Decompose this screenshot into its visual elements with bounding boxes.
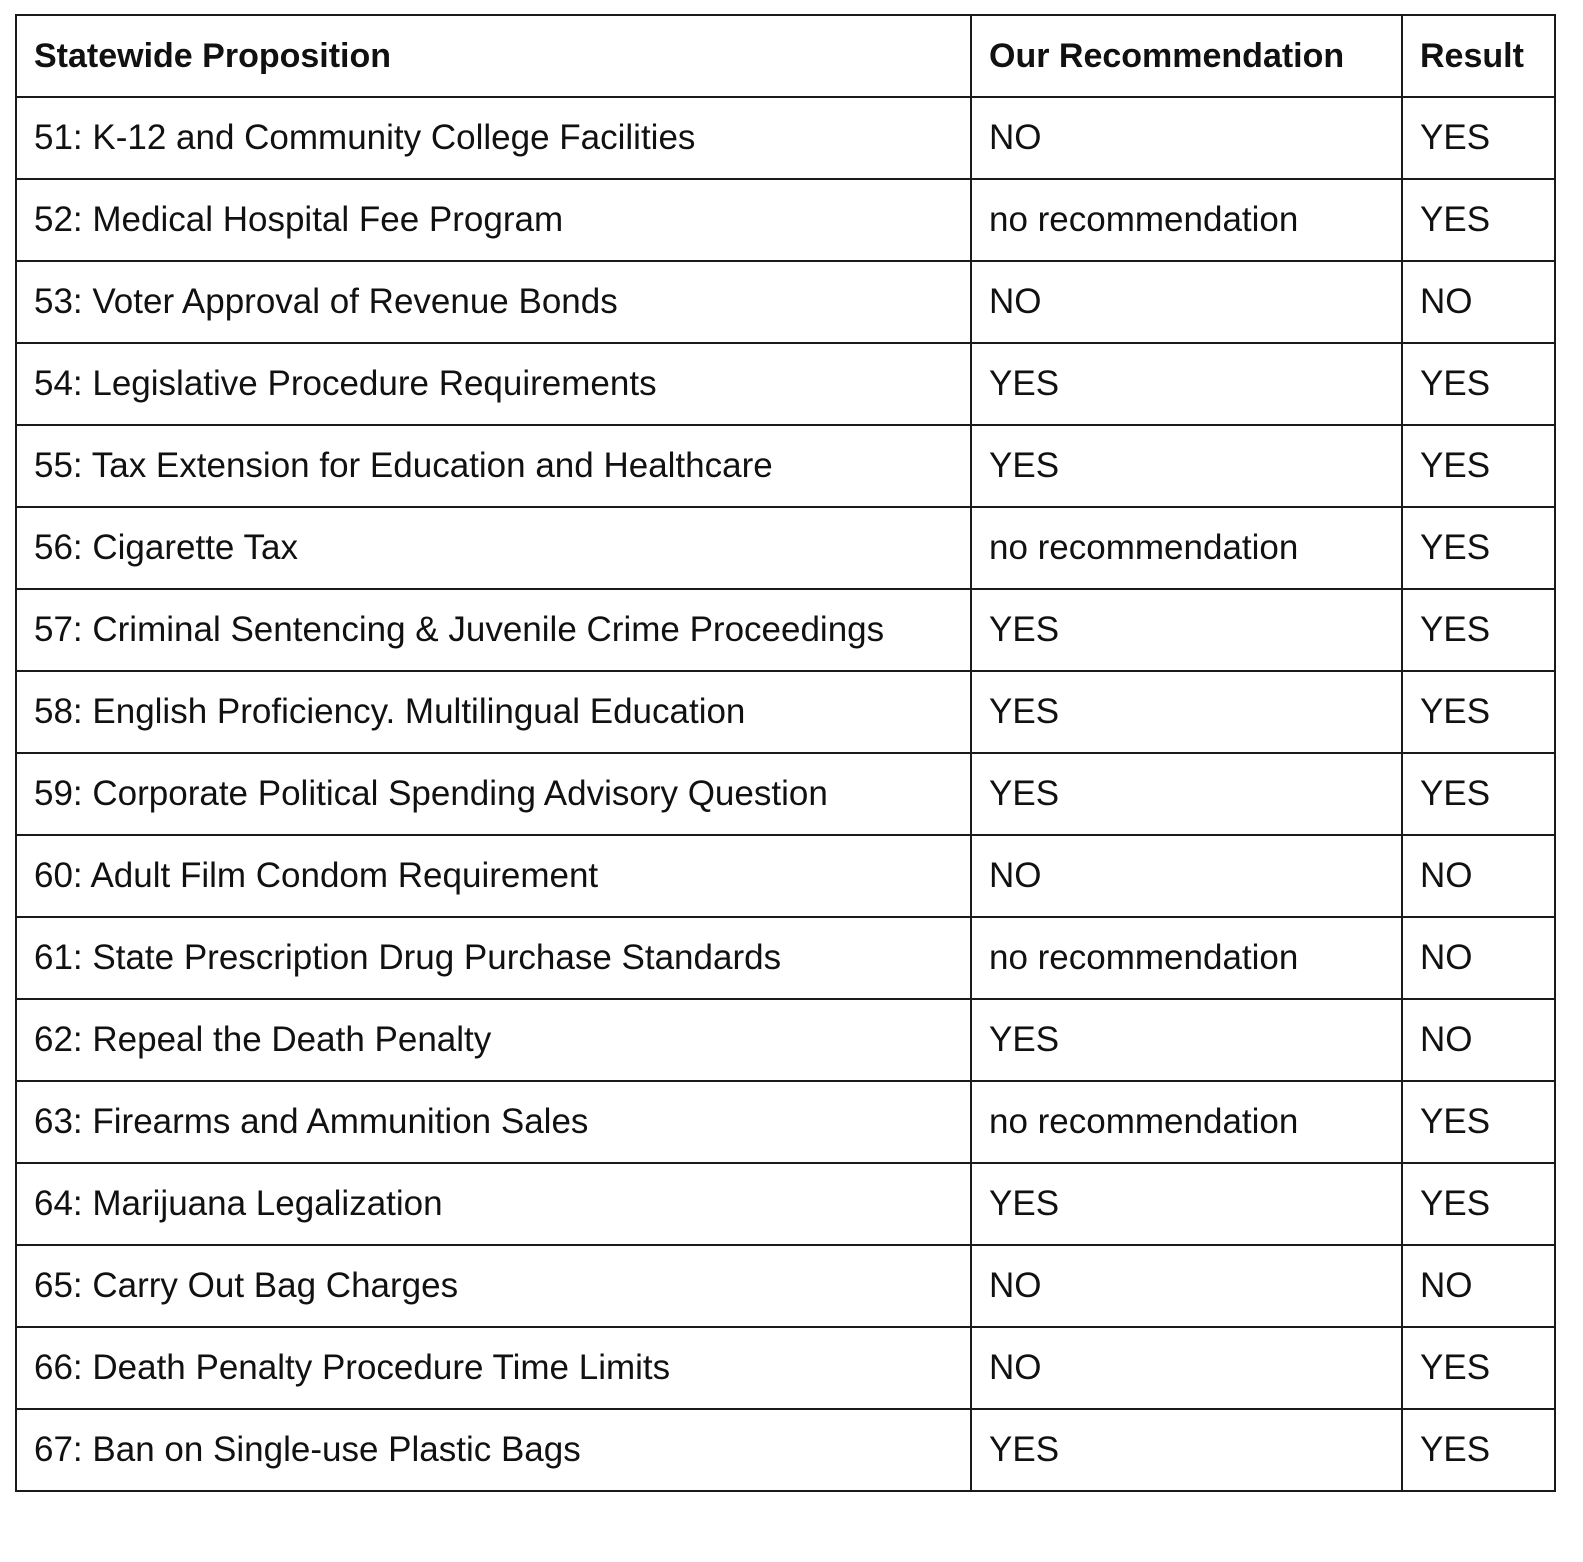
result-cell: YES bbox=[1402, 753, 1555, 835]
recommendation-cell: no recommendation bbox=[971, 1081, 1402, 1163]
result-cell: YES bbox=[1402, 671, 1555, 753]
propositions-table bbox=[15, 14, 1556, 1492]
result-cell: YES bbox=[1402, 1081, 1555, 1163]
proposition-cell: 58: English Proficiency. Multilingual Education bbox=[16, 671, 971, 753]
proposition-cell: 54: Legislative Procedure Requirements bbox=[16, 343, 971, 425]
table-row bbox=[16, 425, 1555, 507]
table-row bbox=[16, 97, 1555, 179]
result-cell: NO bbox=[1402, 261, 1555, 343]
recommendation-cell: YES bbox=[971, 999, 1402, 1081]
table-row bbox=[16, 1081, 1555, 1163]
result-cell: YES bbox=[1402, 1409, 1555, 1491]
recommendation-cell: NO bbox=[971, 1327, 1402, 1409]
proposition-cell: 65: Carry Out Bag Charges bbox=[16, 1245, 971, 1327]
table-row bbox=[16, 917, 1555, 999]
recommendation-cell: YES bbox=[971, 1163, 1402, 1245]
recommendation-cell: NO bbox=[971, 835, 1402, 917]
table-row bbox=[16, 1245, 1555, 1327]
header-recommendation: Our Recommendation bbox=[971, 15, 1402, 97]
recommendation-cell: YES bbox=[971, 1409, 1402, 1491]
result-cell: YES bbox=[1402, 507, 1555, 589]
proposition-cell: 63: Firearms and Ammunition Sales bbox=[16, 1081, 971, 1163]
proposition-cell: 56: Cigarette Tax bbox=[16, 507, 971, 589]
proposition-cell: 59: Corporate Political Spending Advisory Question bbox=[16, 753, 971, 835]
recommendation-cell: no recommendation bbox=[971, 917, 1402, 999]
result-cell: YES bbox=[1402, 1163, 1555, 1245]
table-row bbox=[16, 671, 1555, 753]
proposition-cell: 64: Marijuana Legalization bbox=[16, 1163, 971, 1245]
proposition-cell: 51: K-12 and Community College Facilities bbox=[16, 97, 971, 179]
table-row bbox=[16, 507, 1555, 589]
result-cell: NO bbox=[1402, 1245, 1555, 1327]
recommendation-cell: no recommendation bbox=[971, 179, 1402, 261]
header-proposition: Statewide Proposition bbox=[16, 15, 971, 97]
result-cell: YES bbox=[1402, 1327, 1555, 1409]
table-row bbox=[16, 753, 1555, 835]
table-row bbox=[16, 999, 1555, 1081]
table-row bbox=[16, 835, 1555, 917]
proposition-cell: 62: Repeal the Death Penalty bbox=[16, 999, 971, 1081]
result-cell: YES bbox=[1402, 343, 1555, 425]
result-cell: YES bbox=[1402, 589, 1555, 671]
result-cell: YES bbox=[1402, 97, 1555, 179]
proposition-cell: 61: State Prescription Drug Purchase Standards bbox=[16, 917, 971, 999]
header-row bbox=[16, 15, 1555, 97]
header-result: Result bbox=[1402, 15, 1555, 97]
table-row bbox=[16, 1409, 1555, 1491]
result-cell: YES bbox=[1402, 179, 1555, 261]
recommendation-cell: YES bbox=[971, 425, 1402, 507]
recommendation-cell: YES bbox=[971, 589, 1402, 671]
recommendation-cell: YES bbox=[971, 671, 1402, 753]
result-cell: NO bbox=[1402, 917, 1555, 999]
proposition-cell: 66: Death Penalty Procedure Time Limits bbox=[16, 1327, 971, 1409]
recommendation-cell: YES bbox=[971, 753, 1402, 835]
table-row bbox=[16, 1163, 1555, 1245]
recommendation-cell: NO bbox=[971, 1245, 1402, 1327]
table-row bbox=[16, 589, 1555, 671]
table-row bbox=[16, 261, 1555, 343]
proposition-cell: 53: Voter Approval of Revenue Bonds bbox=[16, 261, 971, 343]
result-cell: NO bbox=[1402, 835, 1555, 917]
table-row bbox=[16, 343, 1555, 425]
recommendation-cell: YES bbox=[971, 343, 1402, 425]
result-cell: NO bbox=[1402, 999, 1555, 1081]
table-row bbox=[16, 1327, 1555, 1409]
proposition-cell: 52: Medical Hospital Fee Program bbox=[16, 179, 971, 261]
proposition-cell: 57: Criminal Sentencing & Juvenile Crime Proceedings bbox=[16, 589, 971, 671]
result-cell: YES bbox=[1402, 425, 1555, 507]
proposition-cell: 60: Adult Film Condom Requirement bbox=[16, 835, 971, 917]
proposition-cell: 55: Tax Extension for Education and Healthcare bbox=[16, 425, 971, 507]
recommendation-cell: NO bbox=[971, 261, 1402, 343]
table-row bbox=[16, 179, 1555, 261]
proposition-cell: 67: Ban on Single-use Plastic Bags bbox=[16, 1409, 971, 1491]
recommendation-cell: NO bbox=[971, 97, 1402, 179]
recommendation-cell: no recommendation bbox=[971, 507, 1402, 589]
